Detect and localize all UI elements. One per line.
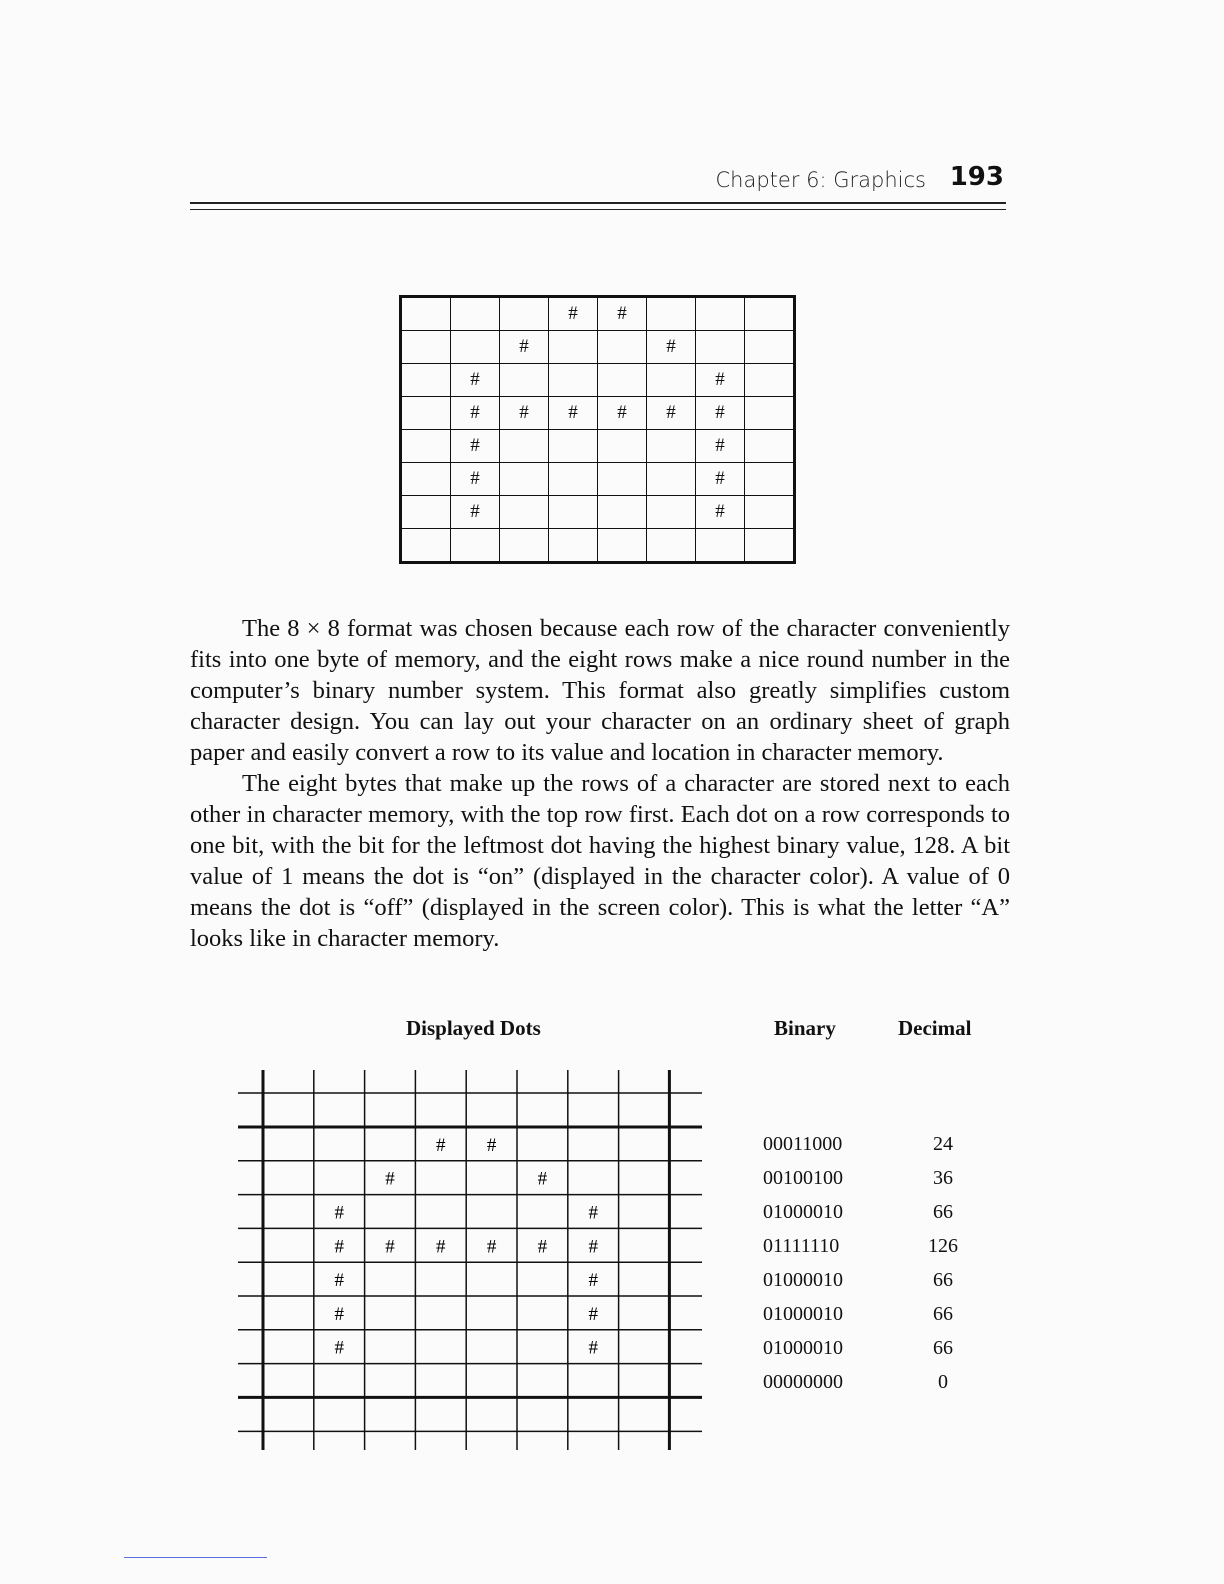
dot-cell: #	[486, 1134, 497, 1156]
binary-value: 01000010	[763, 1201, 843, 1223]
decimal-value: 66	[933, 1303, 953, 1325]
grid-cell	[401, 297, 451, 331]
grid-row	[401, 297, 795, 331]
grid-cell: #	[696, 364, 745, 397]
grid-cell	[745, 496, 795, 529]
grid-cell	[549, 364, 598, 397]
binary-decimal-table	[740, 1127, 980, 1399]
grid-cell	[598, 463, 647, 496]
grid-cell	[549, 430, 598, 463]
character-grid-a	[399, 295, 796, 564]
grid-cell: #	[451, 496, 500, 529]
binary-heading: Binary	[774, 1016, 836, 1040]
page-header	[190, 160, 1006, 212]
grid-cell	[401, 331, 451, 364]
grid-cell	[451, 331, 500, 364]
dot-cell: #	[334, 1236, 344, 1258]
table-row	[740, 1195, 980, 1229]
dot-cell: #	[436, 1134, 446, 1156]
grid-cell: #	[500, 397, 549, 430]
grid-cell	[598, 496, 647, 529]
grid-cell: #	[647, 331, 696, 364]
paragraph: The 8 × 8 format was chosen because each row of the character conveniently fits into one byte of memory, and the eight rows make a nice round number in the computer’s binary number system. This format also greatly simplifies custom character design. You can lay out your character on an ordinary sheet of graph paper and easily convert a row to its value and location in character memory.	[190, 615, 1010, 766]
binary-value: 00100100	[763, 1167, 843, 1189]
decimal-value: 24	[933, 1133, 953, 1155]
grid-cell	[451, 297, 500, 331]
grid-cell: #	[549, 397, 598, 430]
grid-cell	[549, 529, 598, 563]
dot-cell: #	[537, 1168, 548, 1190]
dot-cell: #	[588, 1337, 598, 1359]
grid-cell: #	[647, 397, 696, 430]
grid-cell	[451, 529, 500, 563]
dot-cell: #	[334, 1270, 344, 1292]
table-row	[740, 1161, 980, 1195]
table-row	[740, 1331, 980, 1365]
grid-cell: #	[451, 430, 500, 463]
grid-cell	[598, 529, 647, 563]
grid-cell	[647, 496, 696, 529]
dot-cell: #	[588, 1303, 598, 1325]
grid-cell	[598, 364, 647, 397]
grid-cell	[745, 529, 795, 563]
grid-cell	[500, 297, 549, 331]
grid-cell	[401, 364, 451, 397]
grid-row	[401, 463, 795, 496]
decimal-heading: Decimal	[898, 1016, 972, 1040]
displayed-dots-heading: Displayed Dots	[406, 1016, 541, 1040]
grid-cell	[401, 529, 451, 563]
grid-cell: #	[696, 430, 745, 463]
grid-cell	[549, 496, 598, 529]
dot-cell: #	[334, 1337, 344, 1359]
decimal-value: 66	[933, 1201, 953, 1223]
grid-cell	[401, 463, 451, 496]
grid-cell	[500, 364, 549, 397]
grid-cell	[549, 463, 598, 496]
binary-value: 01000010	[763, 1303, 843, 1325]
dot-cell: #	[588, 1270, 598, 1292]
binary-value: 01000010	[763, 1269, 843, 1291]
grid-cell: #	[598, 297, 647, 331]
grid-cell: #	[451, 463, 500, 496]
grid-row	[401, 430, 795, 463]
grid-cell	[696, 297, 745, 331]
decimal-value: 0	[938, 1371, 948, 1393]
grid-row	[401, 397, 795, 430]
decimal-value: 66	[933, 1337, 953, 1359]
grid-cell: #	[549, 297, 598, 331]
grid-cell	[745, 463, 795, 496]
grid-cell: #	[696, 496, 745, 529]
table-row	[740, 1263, 980, 1297]
grid-cell	[647, 364, 696, 397]
grid-cell	[500, 529, 549, 563]
grid-cell	[500, 430, 549, 463]
grid-cell: #	[500, 331, 549, 364]
dot-cell: #	[486, 1236, 497, 1258]
binary-value: 01111110	[763, 1235, 840, 1257]
grid-cell	[598, 430, 647, 463]
displayed-dots-grid	[230, 1065, 710, 1455]
grid-cell	[401, 430, 451, 463]
header-rule	[190, 202, 1006, 204]
binary-value: 01000010	[763, 1337, 843, 1359]
binary-value: 00000000	[763, 1371, 843, 1393]
grid-cell	[401, 496, 451, 529]
chapter-title: Chapter 6: Graphics	[715, 168, 926, 192]
grid-cell	[500, 463, 549, 496]
table-row	[740, 1127, 980, 1161]
footer-line	[124, 1557, 267, 1558]
grid-cell: #	[696, 397, 745, 430]
grid-cell	[647, 463, 696, 496]
grid-cell	[745, 364, 795, 397]
grid-cell	[647, 430, 696, 463]
dot-cell: #	[588, 1202, 598, 1224]
grid-cell: #	[451, 397, 500, 430]
grid-cell	[647, 529, 696, 563]
grid-cell	[745, 397, 795, 430]
page-number: 193	[949, 162, 1004, 192]
grid-cell: #	[598, 397, 647, 430]
decimal-value: 36	[933, 1167, 953, 1189]
dot-cell: #	[334, 1202, 344, 1224]
grid-cell	[696, 331, 745, 364]
grid-cell: #	[696, 463, 745, 496]
grid-cell	[745, 331, 795, 364]
table-row	[740, 1297, 980, 1331]
dot-cell: #	[436, 1236, 446, 1258]
grid-cell	[745, 430, 795, 463]
body-text	[190, 613, 1010, 954]
dot-cell: #	[588, 1236, 598, 1258]
paragraph: The eight bytes that make up the rows of a character are stored next to each other in character memory, with the top row first. Each dot on a row corresponds to one bit, with the bit for the leftmost dot having the highest binary value, 128. A bit value of 1 means the dot is “on” (displayed in the character color). A value of 0 means the dot is “off” (displayed in the screen color). This is what the letter “A” looks like in character memory.	[190, 770, 1010, 952]
grid-cell	[549, 331, 598, 364]
decimal-value: 66	[933, 1269, 953, 1291]
grid-cell	[500, 496, 549, 529]
grid-row	[401, 529, 795, 563]
dot-cell: #	[537, 1236, 548, 1258]
decimal-value: 126	[928, 1235, 958, 1257]
grid-cell	[647, 297, 696, 331]
table-row	[740, 1365, 980, 1399]
binary-value: 00011000	[763, 1133, 843, 1155]
grid-cell	[598, 331, 647, 364]
grid-row	[401, 364, 795, 397]
dot-cell: #	[385, 1236, 395, 1258]
grid-cell	[696, 529, 745, 563]
dot-cell: #	[385, 1168, 395, 1190]
grid-cell	[401, 397, 451, 430]
grid-cell	[745, 297, 795, 331]
dot-cell: #	[334, 1303, 344, 1325]
grid-row	[401, 331, 795, 364]
grid-cell: #	[451, 364, 500, 397]
grid-row	[401, 496, 795, 529]
table-row	[740, 1229, 980, 1263]
header-rule	[190, 209, 1006, 210]
